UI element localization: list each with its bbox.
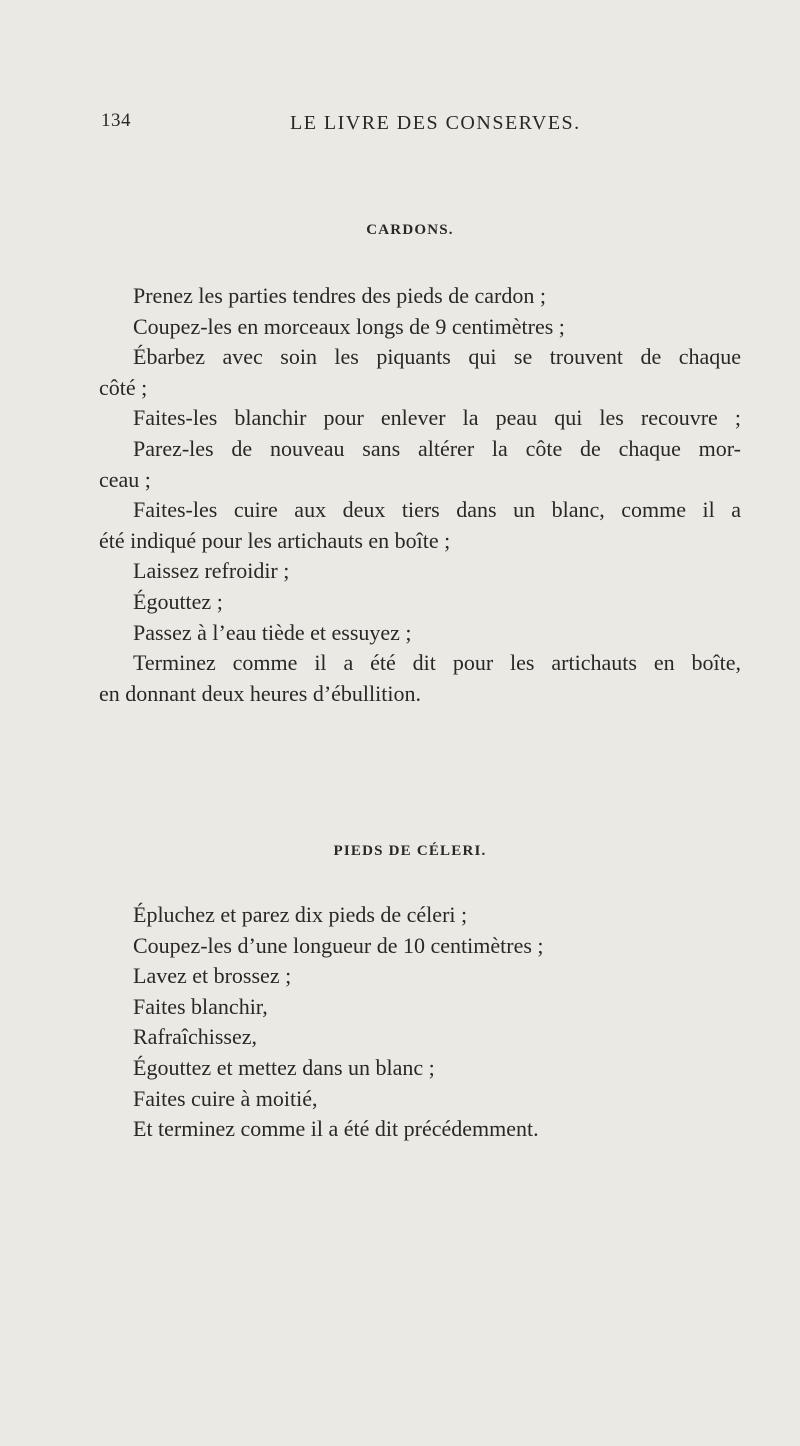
text-line: Égouttez et mettez dans un blanc ; <box>133 1054 435 1080</box>
text-line: Lavez et brossez ; <box>133 963 292 989</box>
paragraph <box>99 495 741 556</box>
paragraph <box>133 961 741 992</box>
text-line: Faites blanchir, <box>133 993 268 1019</box>
paragraph <box>133 1053 741 1084</box>
running-title: LE LIVRE DES CONSERVES. <box>290 112 581 134</box>
running-head <box>0 110 800 140</box>
text-line: Rafraîchissez, <box>133 1024 257 1050</box>
text-line: Faites-les cuire aux deux tiers dans un blanc, comme il a <box>133 497 741 523</box>
text-line: Ébarbez avec soin les piquants qui se trouvent de chaque <box>133 344 741 370</box>
paragraph <box>99 342 741 403</box>
paragraph <box>133 1084 741 1115</box>
text-line: Prenez les parties tendres des pieds de cardon ; <box>133 283 546 308</box>
paragraph <box>133 556 741 587</box>
text-line: Épluchez et parez dix pieds de céleri ; <box>133 902 468 927</box>
paragraph <box>133 403 741 434</box>
paragraph <box>133 931 741 962</box>
paragraph <box>133 312 741 343</box>
section-body-pieds-de-celeri <box>133 900 741 1145</box>
section-body-cardons <box>99 281 741 709</box>
paragraph <box>133 900 741 931</box>
paragraph <box>133 281 741 312</box>
section-heading-pieds-de-celeri: PIEDS DE CÉLERI. <box>333 843 487 859</box>
text-line: Laissez refroidir ; <box>133 558 290 584</box>
paragraph <box>133 618 741 649</box>
text-line: Et terminez comme il a été dit précédemment. <box>133 1116 539 1142</box>
paragraph <box>99 434 741 495</box>
text-line: Coupez-les en morceaux longs de 9 centimètres ; <box>133 313 565 339</box>
text-line: Faites cuire à moitié, <box>133 1085 318 1111</box>
text-line: côté ; <box>99 374 148 400</box>
text-line: Faites-les blanchir pour enlever la peau qui les recouvre ; <box>133 405 741 431</box>
page-number: 134 <box>101 110 131 131</box>
text-line: Égouttez ; <box>133 588 223 614</box>
text-line: Passez à l’eau tiède et essuyez ; <box>133 619 412 645</box>
section-heading-cardons: CARDONS. <box>366 222 454 238</box>
paragraph <box>133 1022 741 1053</box>
text-line: Coupez-les d’une longueur de 10 centimètres ; <box>133 932 544 958</box>
text-line: ceau ; <box>99 466 151 492</box>
paragraph <box>133 992 741 1023</box>
paragraph <box>133 1114 741 1145</box>
paragraph <box>99 648 741 709</box>
text-line: Parez-les de nouveau sans altérer la côte de chaque mor- <box>133 435 741 461</box>
text-line: Terminez comme il a été dit pour les artichauts en boîte, <box>133 650 741 676</box>
text-line: en donnant deux heures d’ébullition. <box>99 680 421 706</box>
paragraph <box>133 587 741 618</box>
text-line: été indiqué pour les artichauts en boîte ; <box>99 527 451 553</box>
